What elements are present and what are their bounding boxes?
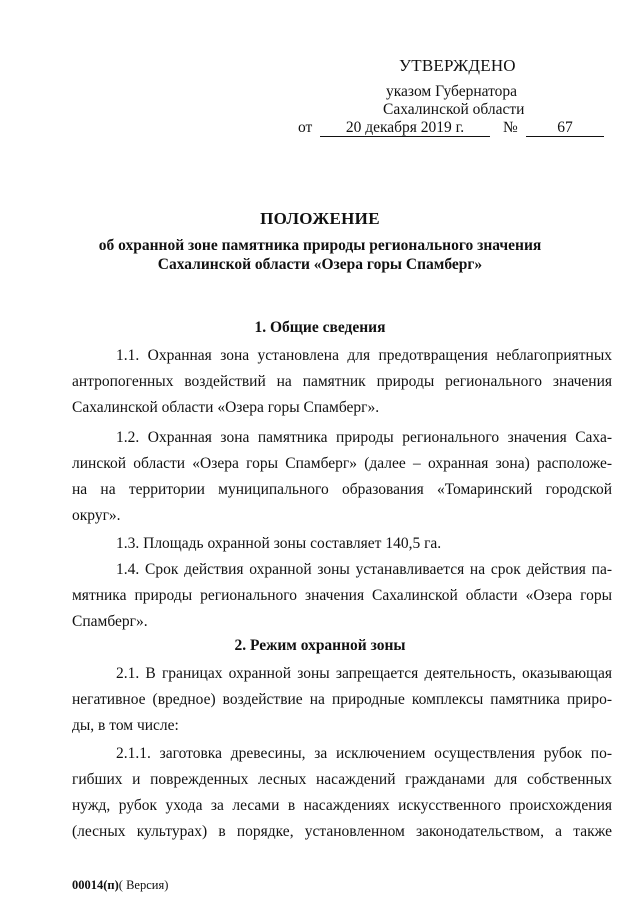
subtitle-line: об охранной зоне памятника природы регионального значения (98, 237, 542, 254)
section-2-heading: 2. Режим охранной зоны (234, 637, 406, 654)
footer-code: 00014(п) (72, 878, 119, 892)
paragraph-line: нужд, рубок ухода за лесами в насаждениях искусственного происхождения (72, 797, 612, 814)
approval-date-row (298, 119, 608, 139)
paragraph-line: 2.1. В границах охранной зоны запрещается деятельность, оказывающая (116, 665, 612, 682)
section-1-heading: 1. Общие сведения (254, 319, 386, 336)
footer-version: ( Версия) (118, 878, 169, 892)
paragraph-line: ды, в том числе: (72, 717, 179, 734)
approval-date: 20 декабря 2019 г. (320, 119, 490, 137)
approval-authority: указом Губернатора (386, 83, 518, 100)
document-title: ПОЛОЖЕНИЕ (260, 209, 380, 228)
paragraph-line: (лесных культурах) в порядке, установленном законодательством, а также (72, 823, 612, 840)
paragraph-line: линской области «Озера горы Спамберг» (далее – охранная зона) расположе- (72, 455, 612, 472)
paragraph-line: округ». (72, 507, 121, 524)
paragraph-line: Спамберг». (72, 613, 148, 630)
approval-region: Сахалинской области (383, 101, 525, 118)
paragraph-line: Сахалинской области «Озера горы Спамберг». (72, 399, 380, 416)
from-label: от (298, 119, 313, 136)
paragraph-line: на на территории муниципального образования «Томаринский городской (72, 481, 612, 498)
paragraph-line: 2.1.1. заготовка древесины, за исключением осуществления рубок по- (116, 745, 612, 762)
paragraph-line: антропогенных воздействий на памятник природы регионального значения (72, 373, 612, 390)
paragraph-line: гибших и поврежденных лесных насаждений гражданами для собственных (72, 771, 612, 788)
subtitle-line: Сахалинской области «Озера горы Спамберг» (157, 256, 483, 273)
paragraph-line: мятника природы регионального значения Сахалинской области «Озера горы (72, 587, 612, 604)
paragraph-line: 1.1. Охранная зона установлена для предотвращения неблагоприятных (116, 347, 612, 364)
document-footer (72, 878, 168, 893)
paragraph-line: 1.3. Площадь охранной зоны составляет 140,5 га. (116, 535, 442, 552)
paragraph-line: 1.2. Охранная зона памятника природы регионального значения Саха- (116, 429, 612, 446)
paragraph-line: 1.4. Срок действия охранной зоны устанавливается на срок действия па- (116, 561, 612, 578)
approval-number: 67 (526, 119, 604, 137)
paragraph-line: негативное (вредное) воздействие на природные комплексы памятника приро- (72, 691, 612, 708)
number-label: № (503, 119, 518, 136)
document-subtitle (0, 236, 640, 274)
approval-title: УТВЕРЖДЕНО (399, 56, 516, 75)
